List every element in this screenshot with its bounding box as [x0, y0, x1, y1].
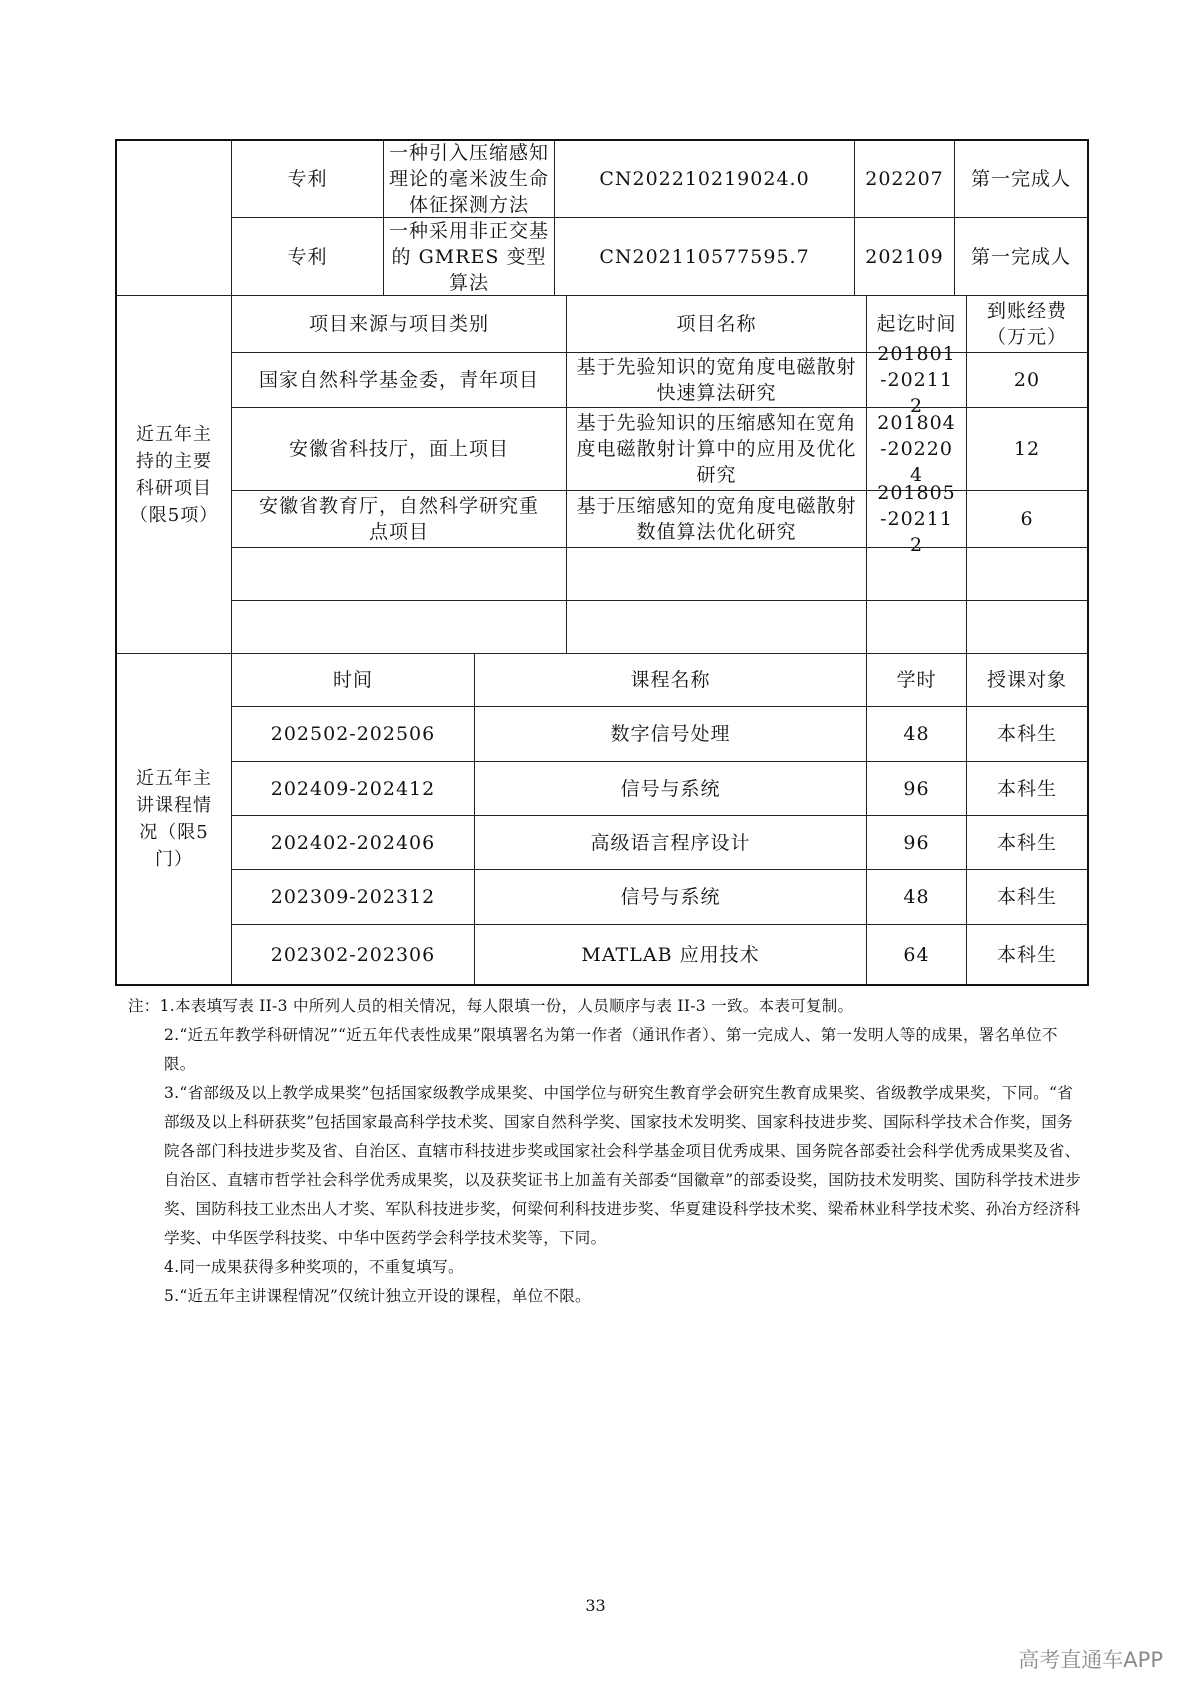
note-4: 4.同一成果获得多种奖项的，不重复填写。 [164, 1258, 464, 1276]
patent-type: 专利 [232, 141, 384, 218]
research-header-funding: 到账经费（万元） [967, 296, 1087, 353]
info-table [115, 139, 1089, 986]
research-source: 安徽省教育厅，自然科学研究重点项目 [232, 491, 567, 548]
course-header-name: 课程名称 [475, 654, 867, 707]
patent-section-label [117, 141, 232, 296]
course-time: 202409-202412 [232, 762, 475, 816]
research-funding: 12 [967, 408, 1087, 491]
research-empty-cell [232, 601, 567, 654]
research-empty-cell [232, 548, 567, 601]
research-empty-cell [967, 601, 1087, 654]
research-funding: 6 [967, 491, 1087, 548]
patent-role: 第一完成人 [955, 141, 1087, 218]
course-time: 202309-202312 [232, 870, 475, 925]
page-number: 33 [585, 1596, 606, 1615]
patent-date: 202207 [855, 141, 955, 218]
course-time: 202402-202406 [232, 816, 475, 870]
research-name: 基于压缩感知的宽角度电磁散射数值算法优化研究 [567, 491, 867, 548]
patent-name: 一种采用非正交基的 GMRES 变型算法 [384, 218, 555, 296]
note-3: 3.“省部级及以上教学成果奖”包括国家级教学成果奖、中国学位与研究生教育学会研究生教育成果奖、省级教学成果奖，下同。“省部级及以上科研获奖”包括国家最高科学技术奖、国家自然科学奖、国家技术发明奖、国家科技进步奖、国际科学技术合作奖，国务院各部门科技进步奖及省、自治区、直辖市科技进步奖或国家社会科学基金项目优秀成果、国务院各部委社会科学优秀成果奖及省、自治区、直辖市哲学社会科学优秀成果奖，以及获奖证书上加盖有关部委“国徽章”的部委设奖，国防技术发明奖、国防科学技术进步奖、国防科技工业杰出人才奖、军队科技进步奖，何梁何利科技进步奖、华夏建设科学技术奖、梁希林业科学技术奖、孙冶方经济科学奖、中华医学科技奖、中华中医药学会科学技术奖等，下同。 [164, 1084, 1082, 1247]
notes-block [128, 992, 1088, 1311]
course-time: 202302-202306 [232, 925, 475, 984]
patent-name: 一种引入压缩感知理论的毫米波生命体征探测方法 [384, 141, 555, 218]
research-source: 国家自然科学基金委，青年项目 [232, 353, 567, 408]
patent-role: 第一完成人 [955, 218, 1087, 296]
course-hours: 64 [867, 925, 967, 984]
course-hours: 96 [867, 816, 967, 870]
research-header-source: 项目来源与项目类别 [232, 296, 567, 353]
research-period: 201804-202204 [867, 408, 967, 491]
research-empty-cell [567, 601, 867, 654]
course-name: 信号与系统 [475, 762, 867, 816]
course-audience: 本科生 [967, 816, 1087, 870]
note-1: 注：1.本表填写表 II-3 中所列人员的相关情况，每人限填一份，人员顺序与表 II-3 一致。本表可复制。 [128, 997, 854, 1015]
note-2: 2.“近五年教学科研情况”“近五年代表性成果”限填署名为第一作者（通讯作者）、第一完成人、第一发明人等的成果，署名单位不限。 [164, 1026, 1058, 1073]
course-name: MATLAB 应用技术 [475, 925, 867, 984]
research-header-name: 项目名称 [567, 296, 867, 353]
note-5: 5.“近五年主讲课程情况”仅统计独立开设的课程，单位不限。 [164, 1287, 591, 1305]
course-audience: 本科生 [967, 870, 1087, 925]
course-header-audience: 授课对象 [967, 654, 1087, 707]
research-empty-cell [867, 601, 967, 654]
research-section-label: 近五年主持的主要科研项目（限5项） [117, 296, 232, 654]
course-section-label: 近五年主讲课程情况（限5门） [117, 654, 232, 984]
research-empty-cell [967, 548, 1087, 601]
course-time: 202502-202506 [232, 707, 475, 762]
research-funding: 20 [967, 353, 1087, 408]
course-name: 高级语言程序设计 [475, 816, 867, 870]
research-period: 201801-202112 [867, 353, 967, 408]
patent-date: 202109 [855, 218, 955, 296]
course-header-time: 时间 [232, 654, 475, 707]
research-empty-cell [867, 548, 967, 601]
research-period: 201805-202112 [867, 491, 967, 548]
patent-type: 专利 [232, 218, 384, 296]
course-header-hours: 学时 [867, 654, 967, 707]
course-hours: 48 [867, 707, 967, 762]
course-audience: 本科生 [967, 762, 1087, 816]
patent-number: CN202210219024.0 [555, 141, 855, 218]
patent-number: CN202110577595.7 [555, 218, 855, 296]
research-name: 基于先验知识的宽角度电磁散射快速算法研究 [567, 353, 867, 408]
course-name: 信号与系统 [475, 870, 867, 925]
research-empty-cell [567, 548, 867, 601]
watermark: 高考直通车APP [1018, 1648, 1163, 1672]
research-name: 基于先验知识的压缩感知在宽角度电磁散射计算中的应用及优化研究 [567, 408, 867, 491]
course-hours: 96 [867, 762, 967, 816]
course-name: 数字信号处理 [475, 707, 867, 762]
course-hours: 48 [867, 870, 967, 925]
research-header-period: 起讫时间 [867, 296, 967, 353]
research-source: 安徽省科技厅，面上项目 [232, 408, 567, 491]
course-audience: 本科生 [967, 707, 1087, 762]
course-audience: 本科生 [996, 943, 1057, 966]
